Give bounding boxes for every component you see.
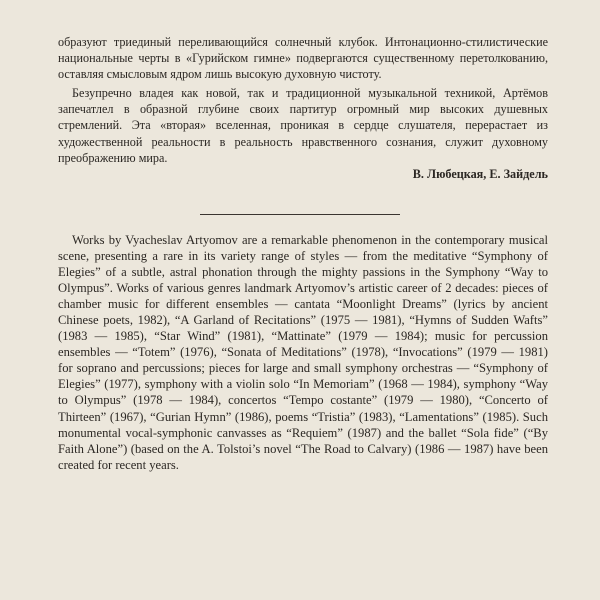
section-divider bbox=[200, 214, 400, 215]
russian-paragraph-1: образуют триединый переливающийся солнечный клубок. Интонационно-стилистические национальные черты в «Гурийском гимне» подвергаются существенному перетолкованию, оставляя смысловым ядром лишь высокую духовную чистоту. bbox=[58, 35, 548, 82]
russian-text-block bbox=[58, 34, 548, 182]
english-paragraph: Works by Vyacheslav Artyomov are a remarkable phenomenon in the contemporary musical scene, presenting a rare in its variety range of styles — from the meditative “Symphony of Elegies” of a subtle, astral phonation through the mighty passions in the Symphony “Way to Olympus”. Works of various genres landmark Artyomov’s artistic career of 2 decades: pieces of chamber music for different ensembles — cantata “Moonlight Dreams” (lyrics by ancient Chinese poets, 1982), “A Garland of Recitations” (1975 — 1981), “Hymns of Sudden Wafts” (1983 — 1985), “Star Wind” (1981), “Mattinate” (1979 — 1984); music for percussion ensembles — “Totem” (1976), “Sonata of Meditations” (1978), “Invocations” (1979 — 1981) for soprano and percussions; pieces for large and small symphony orchestras — “Symphony of Elegies” (1977), symphony with a violin solo “In Memoriam” (1968 — 1984), symphony “Way to Olympus” (1978 — 1984), concertos “Tempo costante” (1979 — 1980), “Concerto of Thirteen” (1967), “Gurian Hymn” (1986), poems “Tristia” (1983), “Lamentations” (1985). Such monumental vocal-symphonic canvasses as “Requiem” (1987) and the ballet “Sola fide” (“By Faith Alone”) (based on the A. Tolstoi’s novel “The Road to Calvary) (1986 — 1987) have been created for recent years. bbox=[58, 233, 548, 472]
russian-paragraph-2: Безупречно владея как новой, так и традиционной музыкальной техникой, Артёмов запечатлел в образной глубине своих партитур огромный мир высоких душевных стремлений. Эта «вторая» вселенная, проникая в сердце слушателя, перерастает из художественной реальности в реальность нравственного сознания, служит духовному преображению мира. bbox=[58, 86, 548, 165]
english-text-block bbox=[58, 232, 548, 473]
authors-signature: В. Любецкая, Е. Зайдель bbox=[412, 166, 548, 181]
